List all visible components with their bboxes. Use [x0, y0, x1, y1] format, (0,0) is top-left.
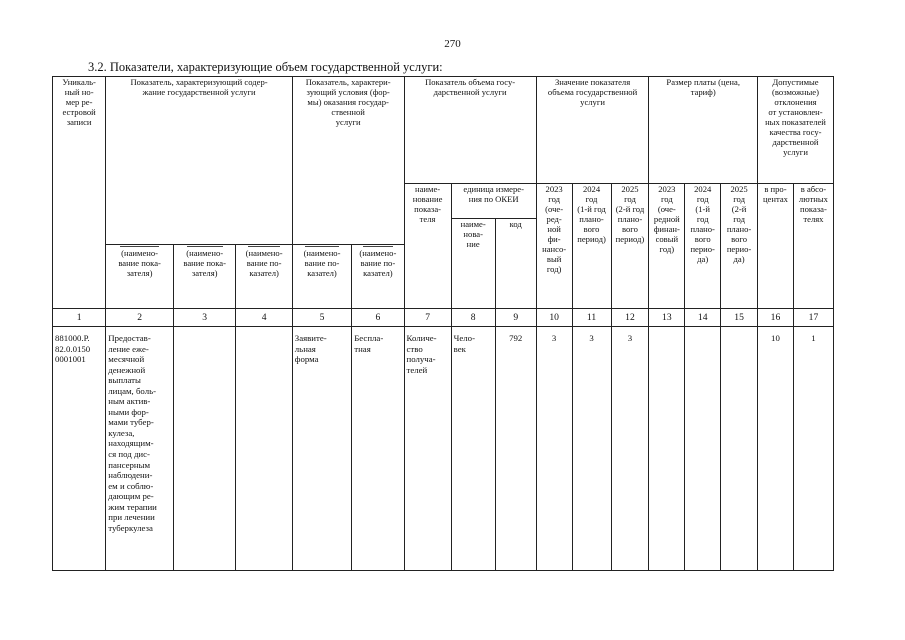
- column-number: 4: [236, 309, 292, 327]
- header-fee: Размер платы (цена, тариф): [649, 77, 758, 184]
- header-condition-indicator: Показатель, характери- зующий условия (фор- мы) оказания государ- ственной услуги: [292, 77, 404, 245]
- cell-fee-2024: [685, 327, 721, 571]
- column-number: 1: [53, 309, 106, 327]
- header-fee-2024: 2024 год (1-й год плано- вого перио- да): [685, 184, 721, 309]
- column-number: 2: [106, 309, 174, 327]
- subheader-condition-1: (наимено- вание по- казател): [292, 245, 351, 309]
- volume-indicators-table: [52, 76, 834, 571]
- subheader-content-2: (наимено- вание пока- зателя): [173, 245, 236, 309]
- column-number: 12: [611, 309, 649, 327]
- header-volume-name: наиме- нование показа- теля: [404, 184, 451, 309]
- header-allowed-deviation: Допустимые (возможные) отклонения от установлен- ных показателей качества госу- дарственной услуги: [758, 77, 834, 184]
- cell-volume-name: Количе- ство получа- телей: [404, 327, 451, 571]
- cell-unit-name: Чело- век: [451, 327, 495, 571]
- header-fee-2025: 2025 год (2-й год плано- вого перио- да): [721, 184, 758, 309]
- subheader-content-3: (наимено- вание по- казател): [236, 245, 292, 309]
- cell-content-2: [173, 327, 236, 571]
- cell-fee-2023: [649, 327, 685, 571]
- column-number-row: [53, 309, 834, 327]
- header-deviation-absolute: в абсо- лютных показа- телях: [793, 184, 833, 309]
- cell-content-3: [236, 327, 292, 571]
- subheader-condition-2: (наимено- вание по- казател): [352, 245, 404, 309]
- column-number: 5: [292, 309, 351, 327]
- page-number: 270: [444, 38, 461, 50]
- cell-fee-2025: [721, 327, 758, 571]
- table-row: [53, 327, 834, 571]
- cell-condition-2: Беспла- тная: [352, 327, 404, 571]
- header-value-2025: 2025 год (2-й год плано- вого период): [611, 184, 649, 309]
- cell-value-2023: 3: [536, 327, 572, 571]
- subheader-content-1: (наимено- вание пока- зателя): [106, 245, 174, 309]
- cell-value-2025: 3: [611, 327, 649, 571]
- header-okei-name: наиме- нова- ние: [451, 219, 495, 309]
- cell-deviation-percent: 10: [758, 327, 794, 571]
- header-row-1: [53, 77, 834, 184]
- column-number: 16: [758, 309, 794, 327]
- column-number: 3: [173, 309, 236, 327]
- column-number: 13: [649, 309, 685, 327]
- cell-content-1: Предостав- ление еже- месячной денежной выплаты лицам, боль- ным актив- ными фор- мами тубер- кулеза, находящим- ся под дис- пансерным наблюдени- ем и соблю- дающим ре- жим терапии при лечении туберкулеза: [106, 327, 174, 571]
- section-title: 3.2. Показатели, характеризующие объем государственной услуги:: [88, 60, 443, 74]
- cell-value-2024: 3: [572, 327, 611, 571]
- column-number: 10: [536, 309, 572, 327]
- column-number: 9: [495, 309, 536, 327]
- header-volume-value: Значение показателя объема государственной услуги: [536, 77, 649, 184]
- header-volume-indicator: Показатель объема госу- дарственной услуги: [404, 77, 536, 184]
- column-number: 6: [352, 309, 404, 327]
- column-number: 14: [685, 309, 721, 327]
- header-fee-2023: 2023 год (оче- редной финан- совый год): [649, 184, 685, 309]
- cell-unique-number: 881000.Р. 82.0.0150 0001001: [53, 327, 106, 571]
- cell-deviation-absolute: 1: [793, 327, 833, 571]
- header-content-indicator: Показатель, характеризующий содер- жание государственной услуги: [106, 77, 293, 245]
- column-number: 7: [404, 309, 451, 327]
- column-number: 15: [721, 309, 758, 327]
- cell-unit-code: 792: [495, 327, 536, 571]
- header-unique-number: Уникаль- ный но- мер ре- естровой записи: [53, 77, 106, 309]
- column-number: 17: [793, 309, 833, 327]
- header-okei-code: код: [495, 219, 536, 309]
- cell-condition-1: Заявите- льная форма: [292, 327, 351, 571]
- header-value-2023: 2023 год (оче- ред- ной фи- нансо- вый год): [536, 184, 572, 309]
- header-deviation-percent: в про- центах: [758, 184, 794, 309]
- column-number: 11: [572, 309, 611, 327]
- header-okei-unit: единица измере- ния по ОКЕИ: [451, 184, 536, 219]
- column-number: 8: [451, 309, 495, 327]
- header-value-2024: 2024 год (1-й год плано- вого период): [572, 184, 611, 309]
